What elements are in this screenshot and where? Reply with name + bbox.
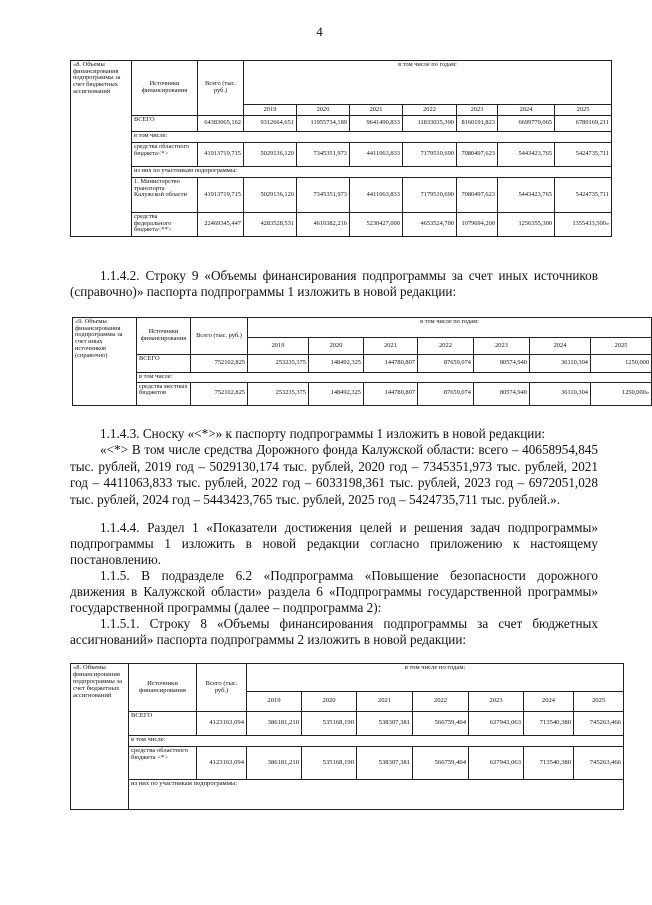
table-row bbox=[71, 213, 612, 237]
table-row bbox=[73, 355, 652, 373]
subheader-cell: в том числе: bbox=[129, 736, 624, 747]
value-cell: 535168,190 bbox=[302, 747, 357, 780]
value-cell: 87659,074 bbox=[418, 382, 474, 405]
row-label: «9. Объемы финансирования подпрограммы за счет иных источников (справочно) bbox=[73, 318, 137, 406]
table-row bbox=[71, 712, 624, 736]
value-cell: 1250,000 bbox=[591, 355, 652, 373]
year-cell: 2023 bbox=[474, 338, 530, 355]
year-cell: 2023 bbox=[469, 692, 524, 712]
value-cell: 4283528,531 bbox=[244, 213, 297, 237]
table-row bbox=[71, 747, 624, 780]
value-cell: 80574,940 bbox=[474, 382, 530, 405]
year-cell: 2024 bbox=[498, 105, 555, 116]
subheader-cell: из них по участникам подпрограммы: bbox=[129, 780, 624, 810]
value-cell: 7345351,973 bbox=[297, 178, 350, 213]
total-header: Всего (тыс. руб.) bbox=[191, 318, 248, 355]
year-cell: 2024 bbox=[524, 692, 574, 712]
total-header: Всего (тыс. руб.) bbox=[197, 664, 247, 712]
value-cell: 5029136,120 bbox=[244, 178, 297, 213]
year-cell: 2020 bbox=[297, 105, 350, 116]
total-cell: 41913719,715 bbox=[198, 178, 244, 213]
year-cell: 2021 bbox=[357, 692, 413, 712]
year-cell: 2025 bbox=[574, 692, 624, 712]
value-cell: 745263,466 bbox=[574, 747, 624, 780]
value-cell: 1355433,500» bbox=[555, 213, 612, 237]
total-cell: 4123163,094 bbox=[197, 712, 247, 736]
value-cell: 637943,063 bbox=[469, 747, 524, 780]
year-cell: 2020 bbox=[302, 692, 357, 712]
value-cell: 713540,380 bbox=[524, 712, 574, 736]
year-cell: 2025 bbox=[591, 338, 652, 355]
total-cell: 64383065,162 bbox=[198, 116, 244, 132]
paragraph-1-1-5-1: 1.1.5.1. Строку 8 «Объемы финансирования подпрограммы за счет бюджетных ассигнований» паспорта подпрограммы 2 изложить в новой редакции: bbox=[70, 616, 598, 648]
value-cell: 11955734,189 bbox=[297, 116, 350, 132]
years-header: в том числе по годам: bbox=[247, 664, 624, 692]
financing-table-2 bbox=[72, 317, 652, 406]
value-cell: 1256355,300 bbox=[498, 213, 555, 237]
value-cell: 9641490,833 bbox=[350, 116, 403, 132]
financing-table-3 bbox=[70, 663, 624, 810]
paragraph-1-1-4-4: 1.1.4.4. Раздел 1 «Показатели достижения целей и решения задач подпрограммы» подпрограммы 1 изложить в новой редакции согласно приложению к настоящему постановлению. bbox=[70, 520, 598, 568]
year-cell: 2024 bbox=[530, 338, 591, 355]
total-header: Всего (тыс. руб.) bbox=[198, 61, 244, 116]
subheader-cell: в том числе: bbox=[137, 373, 652, 383]
paragraph-1-1-4-3: 1.1.4.3. Сноску «<*>» к паспорту подпрограммы 1 изложить в новой редакции: bbox=[100, 426, 546, 441]
source-cell: ВСЕГО bbox=[132, 116, 198, 132]
value-cell: 1079694,200 bbox=[457, 213, 498, 237]
header-row bbox=[71, 61, 612, 105]
value-cell: 253235,375 bbox=[248, 382, 309, 405]
year-cell: 2023 bbox=[457, 105, 498, 116]
value-cell: 5029136,120 bbox=[244, 143, 297, 167]
value-cell: 36110,304 bbox=[530, 382, 591, 405]
year-cell: 2019 bbox=[248, 338, 309, 355]
source-header: Источники финансирования bbox=[137, 318, 191, 355]
value-cell: 11833035,390 bbox=[403, 116, 457, 132]
value-cell: 5424735,711 bbox=[555, 178, 612, 213]
value-cell: 5424735,711 bbox=[555, 143, 612, 167]
value-cell: 566759,404 bbox=[413, 747, 469, 780]
source-header: Источники финансирования bbox=[129, 664, 197, 712]
value-cell: 535168,190 bbox=[302, 712, 357, 736]
value-cell: 6699779,065 bbox=[498, 116, 555, 132]
value-cell: 4411063,833 bbox=[350, 143, 403, 167]
table-row bbox=[71, 116, 612, 132]
subheader-cell: в том числе: bbox=[132, 132, 612, 143]
source-cell: 1. Министерство транспорта Калужской области bbox=[132, 178, 198, 213]
value-cell: 538307,381 bbox=[357, 747, 413, 780]
year-cell: 2022 bbox=[418, 338, 474, 355]
total-cell: 752102,825 bbox=[191, 355, 248, 373]
value-cell: 5230427,000 bbox=[350, 213, 403, 237]
total-cell: 22469345,447 bbox=[198, 213, 244, 237]
header-row bbox=[73, 318, 652, 338]
total-cell: 752102,825 bbox=[191, 382, 248, 405]
value-cell: 80574,940 bbox=[474, 355, 530, 373]
paragraph-1-1-4-2: 1.1.4.2. Строку 9 «Объемы финансирования подпрограммы за счет иных источников (справочно)» паспорта подпрограммы 1 изложить в новой редакции: bbox=[70, 268, 598, 300]
value-cell: 713540,380 bbox=[524, 747, 574, 780]
source-header: Источники финансирования bbox=[132, 61, 198, 116]
value-cell: 4610382,216 bbox=[297, 213, 350, 237]
table-row bbox=[71, 736, 624, 747]
table-row bbox=[73, 373, 652, 383]
year-cell: 2019 bbox=[244, 105, 297, 116]
source-cell: средства областного бюджета <*> bbox=[129, 747, 197, 780]
row-label: «8. Объемы финансирования подпрограммы за счет бюджетных ассигнований bbox=[71, 664, 129, 810]
value-cell: 148492,325 bbox=[309, 355, 364, 373]
year-cell: 2025 bbox=[555, 105, 612, 116]
total-cell: 41913719,715 bbox=[198, 143, 244, 167]
total-cell: 4123163,094 bbox=[197, 747, 247, 780]
table-row bbox=[71, 780, 624, 810]
page-number: 4 bbox=[316, 24, 323, 39]
years-header: в том числе по годам: bbox=[244, 61, 612, 105]
table-row bbox=[71, 132, 612, 143]
value-cell: 7179510,690 bbox=[403, 143, 457, 167]
value-cell: 4653524,700 bbox=[403, 213, 457, 237]
value-cell: 5443423,765 bbox=[498, 178, 555, 213]
source-cell: ВСЕГО bbox=[129, 712, 197, 736]
value-cell: 1250,000» bbox=[591, 382, 652, 405]
value-cell: 637943,063 bbox=[469, 712, 524, 736]
value-cell: 9312664,651 bbox=[244, 116, 297, 132]
source-cell: средства местных бюджетов bbox=[137, 382, 191, 405]
source-cell: средства областного бюджета<*> bbox=[132, 143, 198, 167]
table-row bbox=[71, 178, 612, 213]
value-cell: 148492,325 bbox=[309, 382, 364, 405]
value-cell: 566759,404 bbox=[413, 712, 469, 736]
row-label: «8. Объемы финансирования подпрограммы за счет бюджетных ассигнований bbox=[71, 61, 132, 237]
footnote-text: «<*> В том числе средства Дорожного фонда Калужской области: всего – 40658954,845 тыс. рублей, 2019 год – 5029130,174 тыс. рублей, 2020 год – 7345351,973 тыс. рублей, 2021 год – 4411063,833 тыс. рублей, 2022 год – 6033198,361 тыс. рублей, 2023 год – 6972051,028 тыс. рублей, 2024 год – 5443423,765 тыс. рублей, 2025 год – 5424735,711 тыс. рублей.». bbox=[70, 442, 598, 507]
year-cell: 2019 bbox=[247, 692, 302, 712]
value-cell: 7080497,623 bbox=[457, 178, 498, 213]
value-cell: 8160191,823 bbox=[457, 116, 498, 132]
subheader-cell: из них по участникам подпрограммы: bbox=[132, 167, 612, 178]
table-row bbox=[73, 382, 652, 405]
value-cell: 253235,375 bbox=[248, 355, 309, 373]
source-cell: ВСЕГО bbox=[137, 355, 191, 373]
value-cell: 7345351,973 bbox=[297, 143, 350, 167]
value-cell: 386181,210 bbox=[247, 747, 302, 780]
value-cell: 6780169,211 bbox=[555, 116, 612, 132]
value-cell: 5443423,765 bbox=[498, 143, 555, 167]
year-cell: 2021 bbox=[350, 105, 403, 116]
table-row bbox=[71, 143, 612, 167]
paragraph-1-1-5: 1.1.5. В подразделе 6.2 «Подпрограмма «Повышение безопасности дорожного движения в Калужской области» раздела 6 «Подпрограммы государственной программы» государственной программы (далее – подпрограмма 2): bbox=[70, 568, 598, 616]
source-cell: средства федерального бюджета<**> bbox=[132, 213, 198, 237]
value-cell: 4411063,833 bbox=[350, 178, 403, 213]
value-cell: 745263,466 bbox=[574, 712, 624, 736]
value-cell: 144780,807 bbox=[364, 355, 418, 373]
financing-table-1 bbox=[70, 60, 612, 237]
year-cell: 2022 bbox=[403, 105, 457, 116]
year-cell: 2022 bbox=[413, 692, 469, 712]
table-row bbox=[71, 167, 612, 178]
value-cell: 386181,210 bbox=[247, 712, 302, 736]
value-cell: 36110,304 bbox=[530, 355, 591, 373]
value-cell: 7080497,623 bbox=[457, 143, 498, 167]
header-row bbox=[71, 664, 624, 692]
year-cell: 2020 bbox=[309, 338, 364, 355]
value-cell: 7179510,690 bbox=[403, 178, 457, 213]
value-cell: 538307,381 bbox=[357, 712, 413, 736]
years-header: в том числе по годам: bbox=[248, 318, 652, 338]
value-cell: 87659,074 bbox=[418, 355, 474, 373]
value-cell: 144780,807 bbox=[364, 382, 418, 405]
year-cell: 2021 bbox=[364, 338, 418, 355]
